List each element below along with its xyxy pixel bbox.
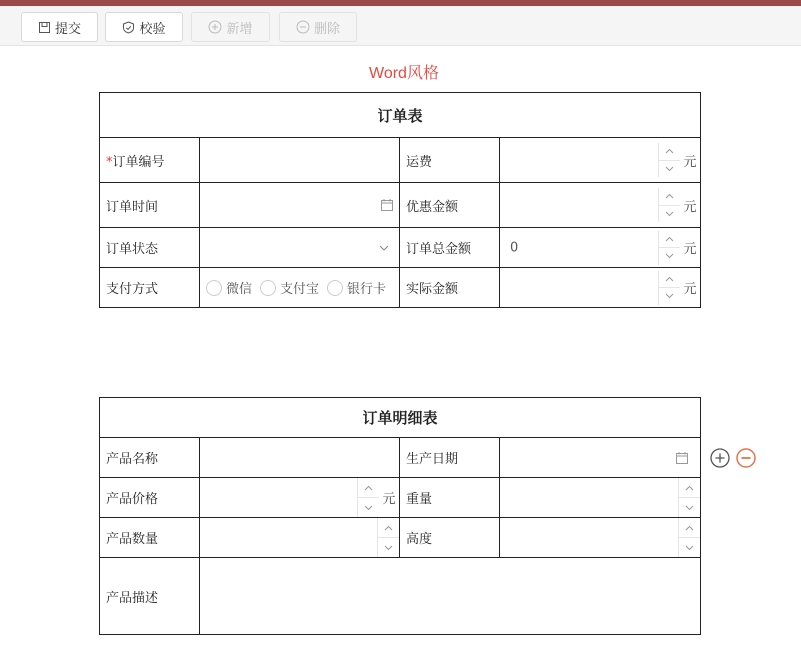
calendar-icon — [381, 199, 393, 211]
chevron-down-icon[interactable] — [659, 247, 680, 265]
chevron-up-icon[interactable] — [378, 518, 399, 537]
plus-circle-icon — [208, 20, 222, 34]
shield-check-icon — [122, 21, 135, 34]
price-unit: 元 — [382, 492, 396, 507]
height-label: 高度 — [400, 518, 500, 558]
order-time-label: 订单时间 — [100, 183, 200, 228]
price-input[interactable] — [200, 478, 400, 518]
quantity-stepper[interactable] — [377, 518, 399, 557]
chevron-down-icon[interactable] — [358, 497, 379, 517]
toolbar — [0, 6, 801, 46]
add-label: 新增 — [226, 21, 253, 37]
actual-input[interactable] — [500, 268, 701, 308]
order-no-label — [100, 138, 200, 183]
weight-label: 重量 — [400, 478, 500, 518]
desc-label: 产品描述 — [100, 558, 200, 635]
total-stepper[interactable] — [658, 231, 680, 265]
total-input[interactable] — [500, 228, 701, 268]
quantity-input[interactable] — [200, 518, 400, 558]
freight-input[interactable] — [500, 138, 701, 183]
production-date-picker[interactable] — [500, 438, 701, 478]
chevron-down-icon[interactable] — [659, 160, 680, 178]
discount-unit: 元 — [683, 199, 697, 215]
calendar-icon — [676, 452, 688, 464]
actual-label: 实际金额 — [400, 268, 500, 308]
chevron-up-icon[interactable] — [679, 478, 700, 497]
height-input[interactable] — [500, 518, 701, 558]
price-label: 产品价格 — [100, 478, 200, 518]
radio-circle-icon[interactable] — [206, 280, 222, 296]
product-name-label: 产品名称 — [100, 438, 200, 478]
delete-label: 删除 — [313, 21, 340, 37]
submit-icon — [38, 21, 51, 34]
payment-option-label: 支付宝 — [280, 282, 320, 297]
chevron-up-icon[interactable] — [358, 478, 379, 497]
chevron-down-icon[interactable] — [378, 537, 399, 557]
validate-button[interactable] — [105, 12, 183, 42]
add-row-icon[interactable] — [710, 448, 730, 468]
order-table-header: 订单表 — [100, 93, 701, 138]
validate-label: 校验 — [139, 21, 166, 37]
delete-button[interactable] — [279, 12, 357, 42]
payment-radio-group — [200, 268, 400, 308]
minus-circle-icon — [296, 20, 310, 34]
order-no-text: 订单编号 — [112, 154, 165, 170]
product-name-input[interactable] — [200, 438, 400, 478]
page-title: Word风格 — [369, 65, 439, 82]
desc-textarea[interactable] — [200, 558, 701, 635]
chevron-down-icon[interactable] — [679, 537, 700, 557]
freight-stepper[interactable] — [658, 143, 680, 177]
payment-option-alipay[interactable] — [260, 278, 319, 297]
chevron-up-icon[interactable] — [659, 271, 680, 288]
chevron-down-icon[interactable] — [659, 205, 680, 223]
detail-table — [99, 397, 701, 635]
production-date-label: 生产日期 — [400, 438, 500, 478]
total-unit: 元 — [683, 242, 697, 257]
weight-input[interactable] — [500, 478, 701, 518]
actual-unit: 元 — [683, 282, 697, 297]
status-label: 订单状态 — [100, 228, 200, 268]
chevron-down-icon — [379, 245, 389, 251]
payment-option-label: 银行卡 — [347, 282, 387, 297]
detail-table-header: 订单明细表 — [100, 398, 701, 438]
quantity-label: 产品数量 — [100, 518, 200, 558]
payment-option-wechat[interactable] — [206, 278, 252, 297]
order-no-input[interactable] — [200, 138, 400, 183]
discount-stepper[interactable] — [658, 188, 680, 222]
payment-option-bank-card[interactable] — [327, 278, 386, 297]
submit-label: 提交 — [54, 21, 81, 37]
total-label: 订单总金额 — [400, 228, 500, 268]
order-table — [99, 92, 701, 308]
price-stepper[interactable] — [357, 478, 379, 517]
total-value: 0 — [510, 240, 519, 255]
freight-label: 运费 — [400, 138, 500, 183]
chevron-up-icon[interactable] — [659, 188, 680, 205]
freight-unit: 元 — [683, 154, 697, 170]
radio-circle-icon[interactable] — [260, 280, 276, 296]
chevron-up-icon[interactable] — [659, 231, 680, 248]
status-select[interactable] — [200, 228, 400, 268]
payment-option-label: 微信 — [226, 282, 253, 297]
radio-circle-icon[interactable] — [327, 280, 343, 296]
chevron-down-icon[interactable] — [659, 287, 680, 305]
discount-label: 优惠金额 — [400, 183, 500, 228]
actual-stepper[interactable] — [658, 271, 680, 305]
chevron-up-icon[interactable] — [659, 143, 680, 160]
submit-button[interactable] — [21, 12, 98, 42]
order-time-picker[interactable] — [200, 183, 400, 228]
required-mark: * — [106, 154, 113, 170]
chevron-down-icon[interactable] — [679, 497, 700, 517]
add-button[interactable] — [191, 12, 270, 42]
height-stepper[interactable] — [678, 518, 700, 557]
weight-stepper[interactable] — [678, 478, 700, 517]
discount-input[interactable] — [500, 183, 701, 228]
payment-label: 支付方式 — [100, 268, 200, 308]
chevron-up-icon[interactable] — [679, 518, 700, 537]
remove-row-icon[interactable] — [736, 448, 756, 468]
